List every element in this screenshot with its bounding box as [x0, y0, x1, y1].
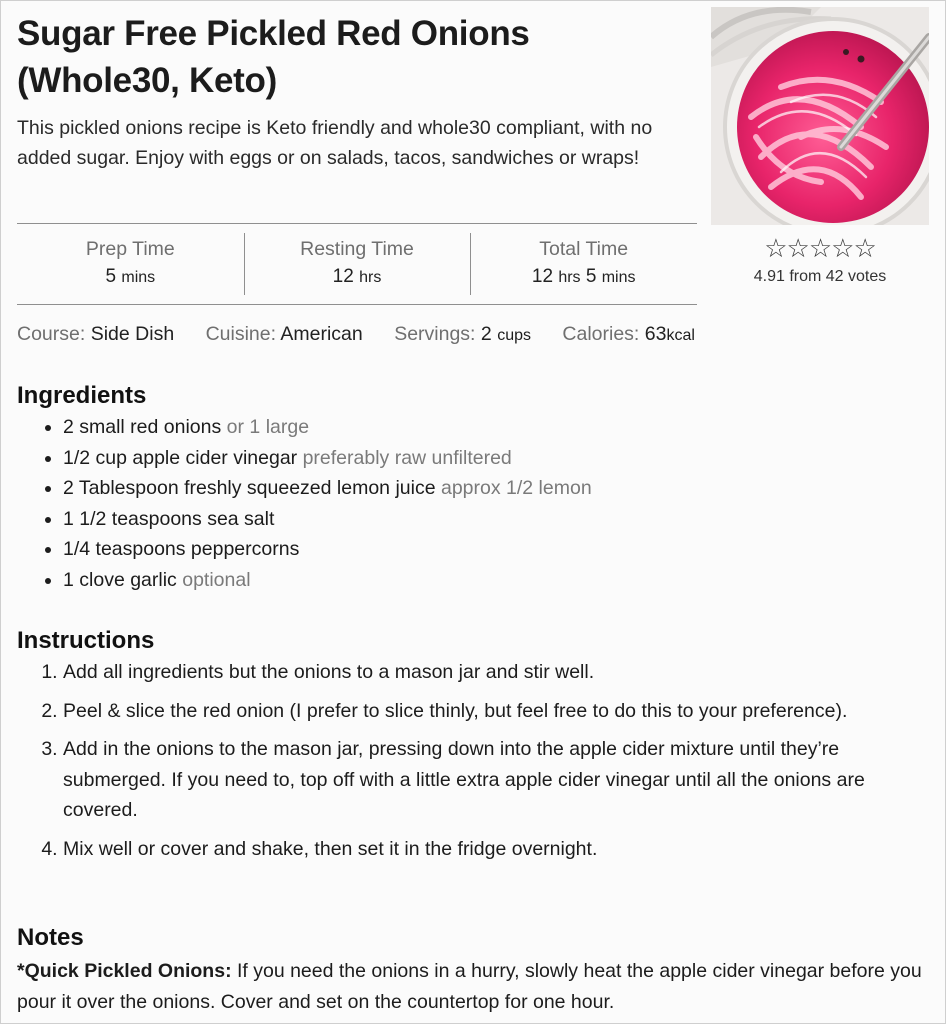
notes-body: If you need the onions in a hurry, slowly heat the apple cider vinegar before you pour it over the onions. Cover and set on the countertop for one hour. [17, 960, 922, 1013]
ingredients-heading: Ingredients [17, 382, 147, 409]
ingredient-item [63, 534, 943, 565]
recipe-rating [711, 232, 929, 289]
recipe-photo [711, 7, 929, 225]
instructions-heading: Instructions [17, 627, 155, 654]
course [17, 320, 174, 348]
ingredient-note: optional [182, 568, 251, 591]
instructions-list [17, 657, 931, 872]
recipe-meta [17, 320, 721, 350]
resting-time-unit: hrs [359, 268, 382, 286]
time-summary [17, 223, 697, 305]
instruction-step: 4. Mix well or cover and shake, then set it in the fridge overnight. [63, 834, 931, 865]
calories-unit: kcal [666, 327, 695, 344]
ingredient-note: preferably raw unfiltered [302, 446, 512, 469]
recipe-summary: This pickled onions recipe is Keto friendly and whole30 compliant, with no added sugar. Enjoy with eggs or on salads, tacos, sandwiches or wraps! [17, 117, 653, 169]
ingredient-note: approx 1/2 lemon [440, 477, 592, 500]
ingredient-text: 1 clove garlic [63, 568, 177, 591]
instruction-step: 1. Add all ingredients but the onions to a mason jar and stir well. [63, 657, 931, 688]
servings-label: Servings: [394, 323, 476, 345]
notes-bold-lead: *Quick Pickled Onions: [17, 960, 232, 982]
total-time [470, 224, 697, 304]
course-label: Course: [17, 323, 86, 345]
ingredient-text: 1 1/2 teaspoons sea salt [63, 507, 275, 530]
calories [562, 320, 695, 350]
recipe-title: Sugar Free Pickled Red Onions (Whole30, Keto) [17, 14, 530, 100]
calories-value: 63 [644, 323, 667, 345]
prep-time-label: Prep Time [85, 237, 175, 260]
star-rating-icons[interactable]: ☆☆☆☆☆ [764, 233, 876, 263]
resting-time [244, 224, 471, 304]
cuisine [206, 320, 363, 348]
total-time-value [532, 262, 636, 293]
ingredient-item [63, 504, 943, 535]
ingredient-text: 2 Tablespoon freshly squeezed lemon juice [63, 477, 436, 500]
total-time-label: Total Time [539, 237, 629, 260]
ingredient-item [63, 443, 943, 474]
instruction-step: 3. Add in the onions to the mason jar, pressing down into the apple cider mixture until they’re submerged. If you need to, top off with a little extra apple cider vinegar until all the onions are covered. [63, 734, 931, 826]
total-time-hours: 12 [531, 265, 554, 287]
servings [394, 320, 531, 350]
cuisine-value: American [280, 323, 363, 345]
prep-time-value [106, 262, 156, 293]
calories-label: Calories: [562, 323, 640, 345]
ingredient-item [63, 412, 943, 443]
resting-time-value [333, 262, 382, 293]
cuisine-label: Cuisine: [205, 323, 277, 345]
ingredient-text: 1/2 cup apple cider vinegar [63, 446, 298, 469]
total-time-hours-unit: hrs [558, 268, 581, 286]
prep-time-number: 5 [105, 265, 117, 287]
total-time-minutes: 5 [585, 265, 597, 287]
ingredient-item [63, 473, 943, 504]
resting-time-label: Resting Time [300, 237, 414, 260]
ingredient-text: 1/4 teaspoons peppercorns [63, 538, 300, 561]
notes-text [17, 956, 937, 1017]
prep-time [17, 224, 244, 304]
ingredient-note: or 1 large [226, 416, 310, 438]
prep-time-unit: mins [121, 268, 156, 286]
rating-summary: 4.91 from 42 votes [753, 268, 887, 285]
ingredients-list [17, 412, 943, 596]
servings-value[interactable]: 2 [480, 323, 492, 345]
total-time-minutes-unit: mins [601, 268, 636, 286]
notes-heading: Notes [17, 924, 84, 951]
ingredient-text: 2 small red onions [63, 416, 222, 438]
course-value: Side Dish [90, 323, 175, 345]
resting-time-number: 12 [332, 265, 354, 287]
ingredient-item [63, 565, 943, 596]
servings-unit: cups [497, 327, 531, 344]
instruction-step: 2. Peel & slice the red onion (I prefer to slice thinly, but feel free to do this to your preference). [63, 696, 931, 727]
pickled-onion-jar-image [711, 7, 929, 225]
